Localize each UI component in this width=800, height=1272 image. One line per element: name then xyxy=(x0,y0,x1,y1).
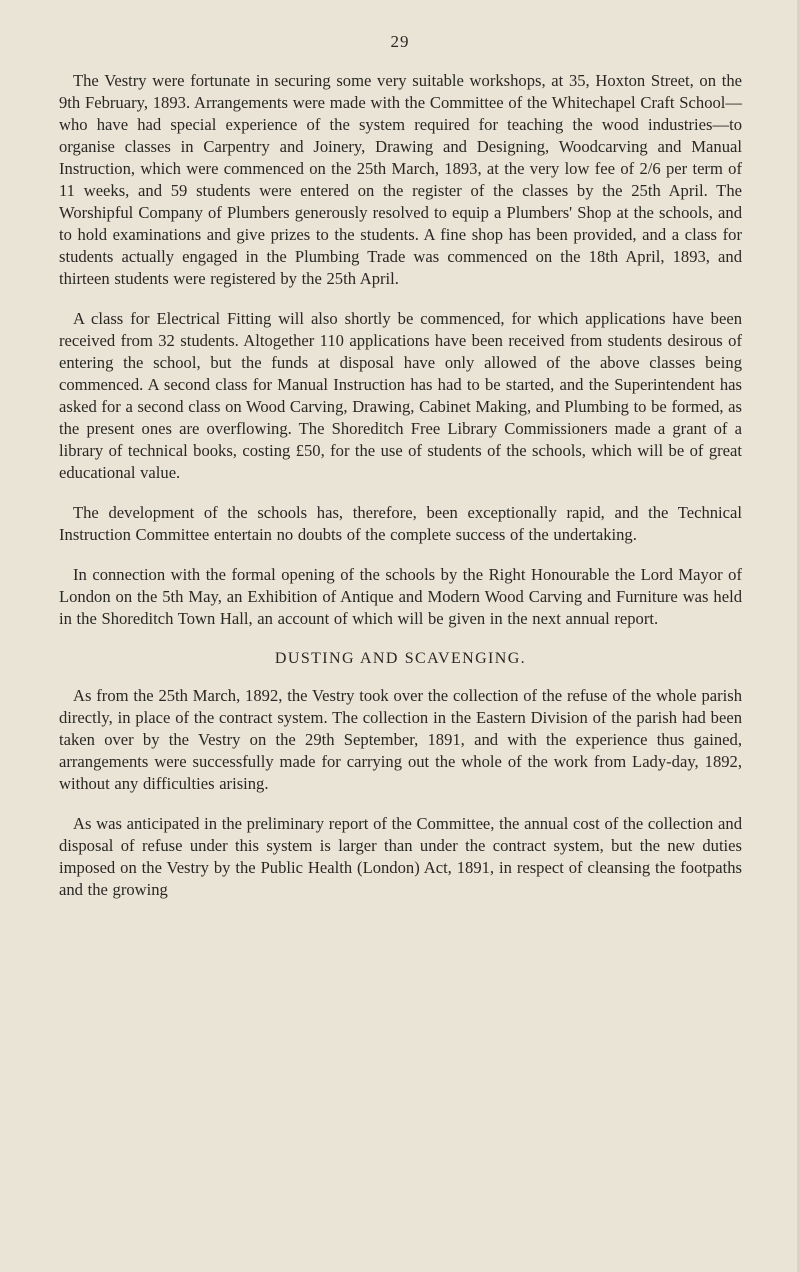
page-number: 29 xyxy=(390,32,410,51)
paragraph-development: The development of the schools has, therefore, been exceptionally rapid, and the Technical Instruction Committee entertain no doubts of the complete success of the undertaking. xyxy=(59,503,742,544)
paragraph-annual-cost: As was anticipated in the preliminary report of the Committee, the annual cost of the collection and disposal of refuse under this system is larger than under the contract system, but the new duties imposed on the Vestry by the Public Health (London) Act, 1891, in respect of cleansing the footpaths and the growing xyxy=(59,814,742,899)
paragraph-electrical-fitting: A class for Electrical Fitting will also shortly be commenced, for which applications have been received from 32 students. Altogether 110 applications have been received from students desirous of entering the school, but the funds at disposal have only allowed of the above classes being commenced. A second class for Manual Instruction has had to be started, and the Superintendent has asked for a second class on Wood Carving, Drawing, Cabinet Making, and Plumbing to be formed, as the present ones are overflowing. The Shoreditch Free Library Commissioners made a grant of a library of technical books, costing £50, for the use of students of the schools, which will be of great educational value. xyxy=(59,309,742,482)
paragraph-workshops: The Vestry were fortunate in securing some very suitable workshops, at 35, Hoxton Street, on the 9th February, 1893. Arrangements were made with the Committee of the Whitechapel Craft School—who have had special experience of the system required for teaching the wood industries—to organise classes in Carpentry and Joinery, Drawing and Designing, Woodcarving and Manual Instruction, which were commenced on the 25th March, 1893, at the very low fee of 2/6 per term of 11 weeks, and 59 students were entered on the register of the classes by the 25th April. The Worshipful Company of Plumbers generously resolved to equip a Plumbers' Shop at the schools, and to hold examinations and give prizes to the students. A fine shop has been provided, and a class for students actually engaged in the Plumbing Trade was commenced on the 18th April, 1893, and thirteen students were registered by the 25th April. xyxy=(59,71,742,288)
paragraph-refuse-collection: As from the 25th March, 1892, the Vestry took over the collection of the refuse of the whole parish directly, in place of the contract system. The collection in the Eastern Division of the parish had been taken over by the Vestry on the 29th September, 1891, and with the experience thus gained, arrangements were successfully made for carrying out the whole of the work from Lady-day, 1892, without any difficulties arising. xyxy=(59,686,742,793)
body-text xyxy=(59,70,742,919)
section-heading: DUSTING AND SCAVENGING. xyxy=(274,650,527,667)
paragraph-formal-opening: In connection with the formal opening of the schools by the Right Honourable the Lord Mayor of London on the 5th May, an Exhibition of Antique and Modern Wood Carving and Furniture was held in the Shoreditch Town Hall, an account of which will be given in the next annual report. xyxy=(59,565,742,628)
